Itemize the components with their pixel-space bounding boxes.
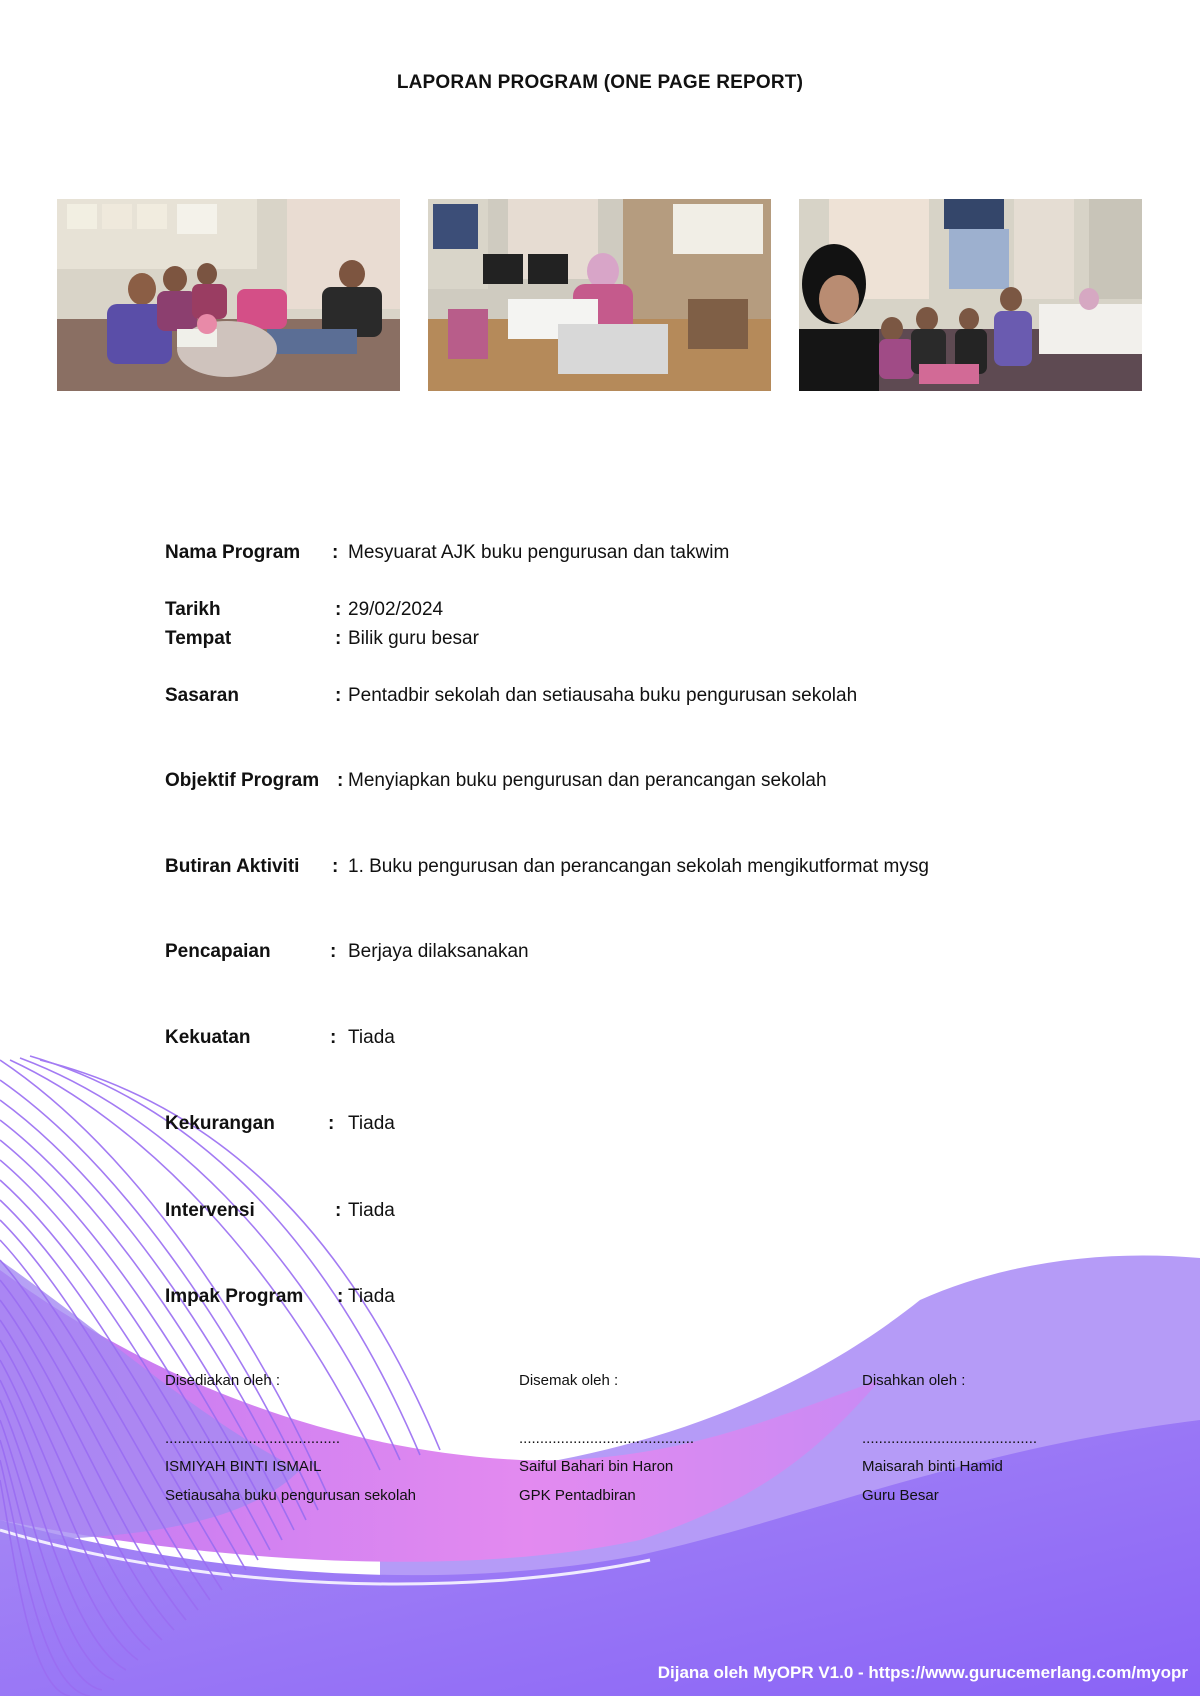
page-title: LAPORAN PROGRAM (ONE PAGE REPORT) xyxy=(396,72,804,93)
field-colon: : xyxy=(337,770,344,791)
field-value: Bilik guru besar xyxy=(348,628,479,649)
field-label: Tempat xyxy=(165,628,232,649)
field-colon: : xyxy=(335,1200,342,1221)
field-label: Pencapaian xyxy=(165,941,271,962)
field-label: Nama Program xyxy=(165,542,301,563)
field-colon: : xyxy=(330,941,337,962)
signature-heading: Disemak oleh : xyxy=(519,1372,619,1389)
signature-name: Maisarah binti Hamid xyxy=(862,1458,1003,1475)
field-value: Berjaya dilaksanakan xyxy=(348,941,529,962)
signature-line: .......................................... xyxy=(862,1430,1038,1447)
signature-line: .......................................... xyxy=(165,1430,341,1447)
field-value: 1. Buku pengurusan dan perancangan sekolah mengikutformat mysg xyxy=(348,856,929,877)
meeting-photo-3 xyxy=(799,199,1142,391)
field-label: Kekuatan xyxy=(165,1027,251,1048)
field-colon: : xyxy=(332,856,339,877)
signature-role: Setiausaha buku pengurusan sekolah xyxy=(165,1487,417,1504)
field-colon: : xyxy=(335,599,342,620)
field-label: Objektif Program xyxy=(165,770,320,791)
field-colon: : xyxy=(330,1027,337,1048)
signature-heading: Disahkan oleh : xyxy=(862,1372,966,1389)
field-value: Tiada xyxy=(348,1286,395,1307)
field-colon: : xyxy=(328,1113,335,1134)
signature-role: Guru Besar xyxy=(862,1487,939,1504)
field-label: Impak Program xyxy=(165,1286,304,1307)
field-value: Tiada xyxy=(348,1200,395,1221)
signature-name: Saiful Bahari bin Haron xyxy=(519,1458,674,1475)
meeting-photo-1 xyxy=(57,199,400,391)
field-colon: : xyxy=(335,628,342,649)
field-value: Tiada xyxy=(348,1027,395,1048)
footer-generated-by: Dijana oleh MyOPR V1.0 - https://www.gurucemerlang.com/myopr xyxy=(657,1663,1188,1682)
meeting-photo-2 xyxy=(428,199,771,391)
field-label: Intervensi xyxy=(165,1200,255,1221)
field-colon: : xyxy=(337,1286,344,1307)
signature-line: .......................................... xyxy=(519,1430,695,1447)
field-value: Pentadbir sekolah dan setiausaha buku pengurusan sekolah xyxy=(348,685,858,706)
field-value: Mesyuarat AJK buku pengurusan dan takwim xyxy=(348,542,730,563)
field-colon: : xyxy=(335,685,342,706)
field-value: 29/02/2024 xyxy=(348,599,444,620)
signature-name: ISMIYAH BINTI ISMAIL xyxy=(165,1458,322,1475)
field-label: Kekurangan xyxy=(165,1113,275,1134)
field-value: Tiada xyxy=(348,1113,395,1134)
signature-heading: Disediakan oleh : xyxy=(165,1372,281,1389)
field-label: Sasaran xyxy=(165,685,239,706)
field-colon: : xyxy=(332,542,339,563)
field-value: Menyiapkan buku pengurusan dan perancangan sekolah xyxy=(348,770,827,791)
field-label: Tarikh xyxy=(165,599,221,620)
field-label: Butiran Aktiviti xyxy=(165,856,300,877)
signature-role: GPK Pentadbiran xyxy=(519,1487,636,1504)
